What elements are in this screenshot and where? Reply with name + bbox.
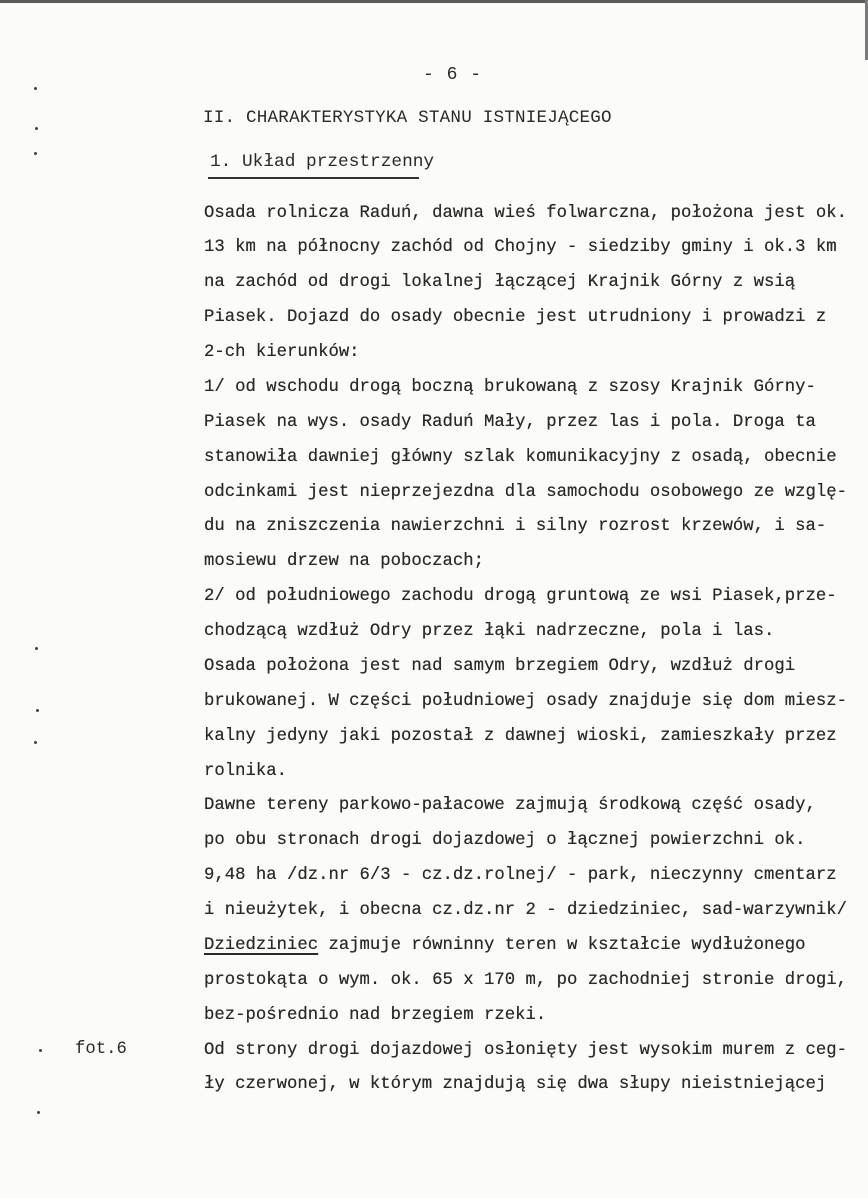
scan-dot (35, 127, 38, 130)
scan-dot (34, 741, 37, 744)
text-line: Piasek na wys. osady Raduń Mały, przez las i pola. Droga ta (204, 412, 816, 432)
scan-dot (36, 709, 39, 712)
text-line: du na zniszczenia nawierzchni i silny rozrost krzewów, i sa- (204, 517, 827, 537)
body-text (204, 197, 864, 1104)
scan-dot (35, 647, 38, 650)
text-line: bez-pośrednio nad brzegiem rzeki. (204, 1005, 547, 1025)
scan-dot (37, 1111, 40, 1114)
subsection-underline (208, 177, 419, 179)
text-line (204, 929, 864, 964)
text-line: 13 km na północny zachód od Chojny - siedziby gminy i ok.3 km (204, 238, 837, 258)
section-heading: II. CHARAKTERYSTYKA STANU ISTNIEJĄCEGO (203, 108, 612, 128)
margin-note-photo-reference: fot.6 (75, 1040, 127, 1059)
text-line: 2/ od południowego zachodu drogą gruntową ze wsi Piasek,prze- (204, 587, 837, 607)
text-line: na zachód od drogi lokalnej łączącej Krajnik Górny z wsią (204, 273, 796, 293)
text-line: stanowiła dawniej główny szlak komunikacyjny z osadą, obecnie (204, 447, 837, 467)
text-line: brukowanej. W części południowej osady znajduje się dom miesz- (204, 691, 847, 711)
text-line: 2-ch kierunków: (204, 343, 360, 362)
text-line: 9,48 ha /dz.nr 6/3 - cz.dz.rolnej/ - park, nieczynny cmentarz (204, 866, 837, 886)
text-line: Dawne tereny parkowo-pałacowe zajmują środkową część osady, (204, 796, 816, 816)
text-line: i nieużytek, i obecna cz.dz.nr 2 - dziedziniec, sad-warzywnik/ (204, 901, 847, 920)
text-line: rolnika. (204, 761, 287, 781)
underlined-word: Dziedziniec (204, 935, 319, 955)
text-line: mosiewu drzew na poboczach; (204, 552, 485, 572)
text-line: Piasek. Dojazd do osady obecnie jest utrudniony i prowadzi z (204, 308, 827, 328)
page-number: - 6 - (423, 65, 483, 85)
text-line: chodzącą wzdłuż Odry przez łąki nadrzeczne, pola i las. (204, 622, 775, 641)
scan-dot (34, 152, 37, 155)
text-line: odcinkami jest nieprzejezdna dla samochodu osobowego ze wzglę- (204, 482, 847, 502)
text-line: po obu stronach drogi dojazdowej o łącznej powierzchni ok. (204, 831, 806, 851)
text-line: Od strony drogi dojazdowej osłonięty jest wysokim murem z ceg- (204, 1040, 847, 1060)
text-line: Osada rolnicza Raduń, dawna wieś folwarczna, położona jest ok. (204, 203, 847, 223)
scan-top-edge (0, 0, 868, 3)
text-line: kalny jedyny jaki pozostał z dawnej wioski, zamieszkały przez (204, 726, 837, 746)
text-line: Osada położona jest nad samym brzegiem Odry, wzdłuż drogi (204, 656, 796, 676)
text-line: 1/ od wschodu drogą boczną brukowaną z szosy Krajnik Górny- (204, 377, 816, 397)
text-line: prostokąta o wym. ok. 65 x 170 m, po zachodniej stronie drogi, (204, 970, 847, 990)
scan-dot (34, 87, 37, 90)
subsection-heading: 1. Układ przestrzenny (210, 152, 435, 172)
text-line: ły czerwonej, w którym znajdują się dwa słupy nieistniejącej (204, 1075, 827, 1095)
scan-dot (39, 1049, 42, 1052)
text-line-rest: zajmuje równinny teren w kształcie wydłużonego (318, 935, 806, 955)
